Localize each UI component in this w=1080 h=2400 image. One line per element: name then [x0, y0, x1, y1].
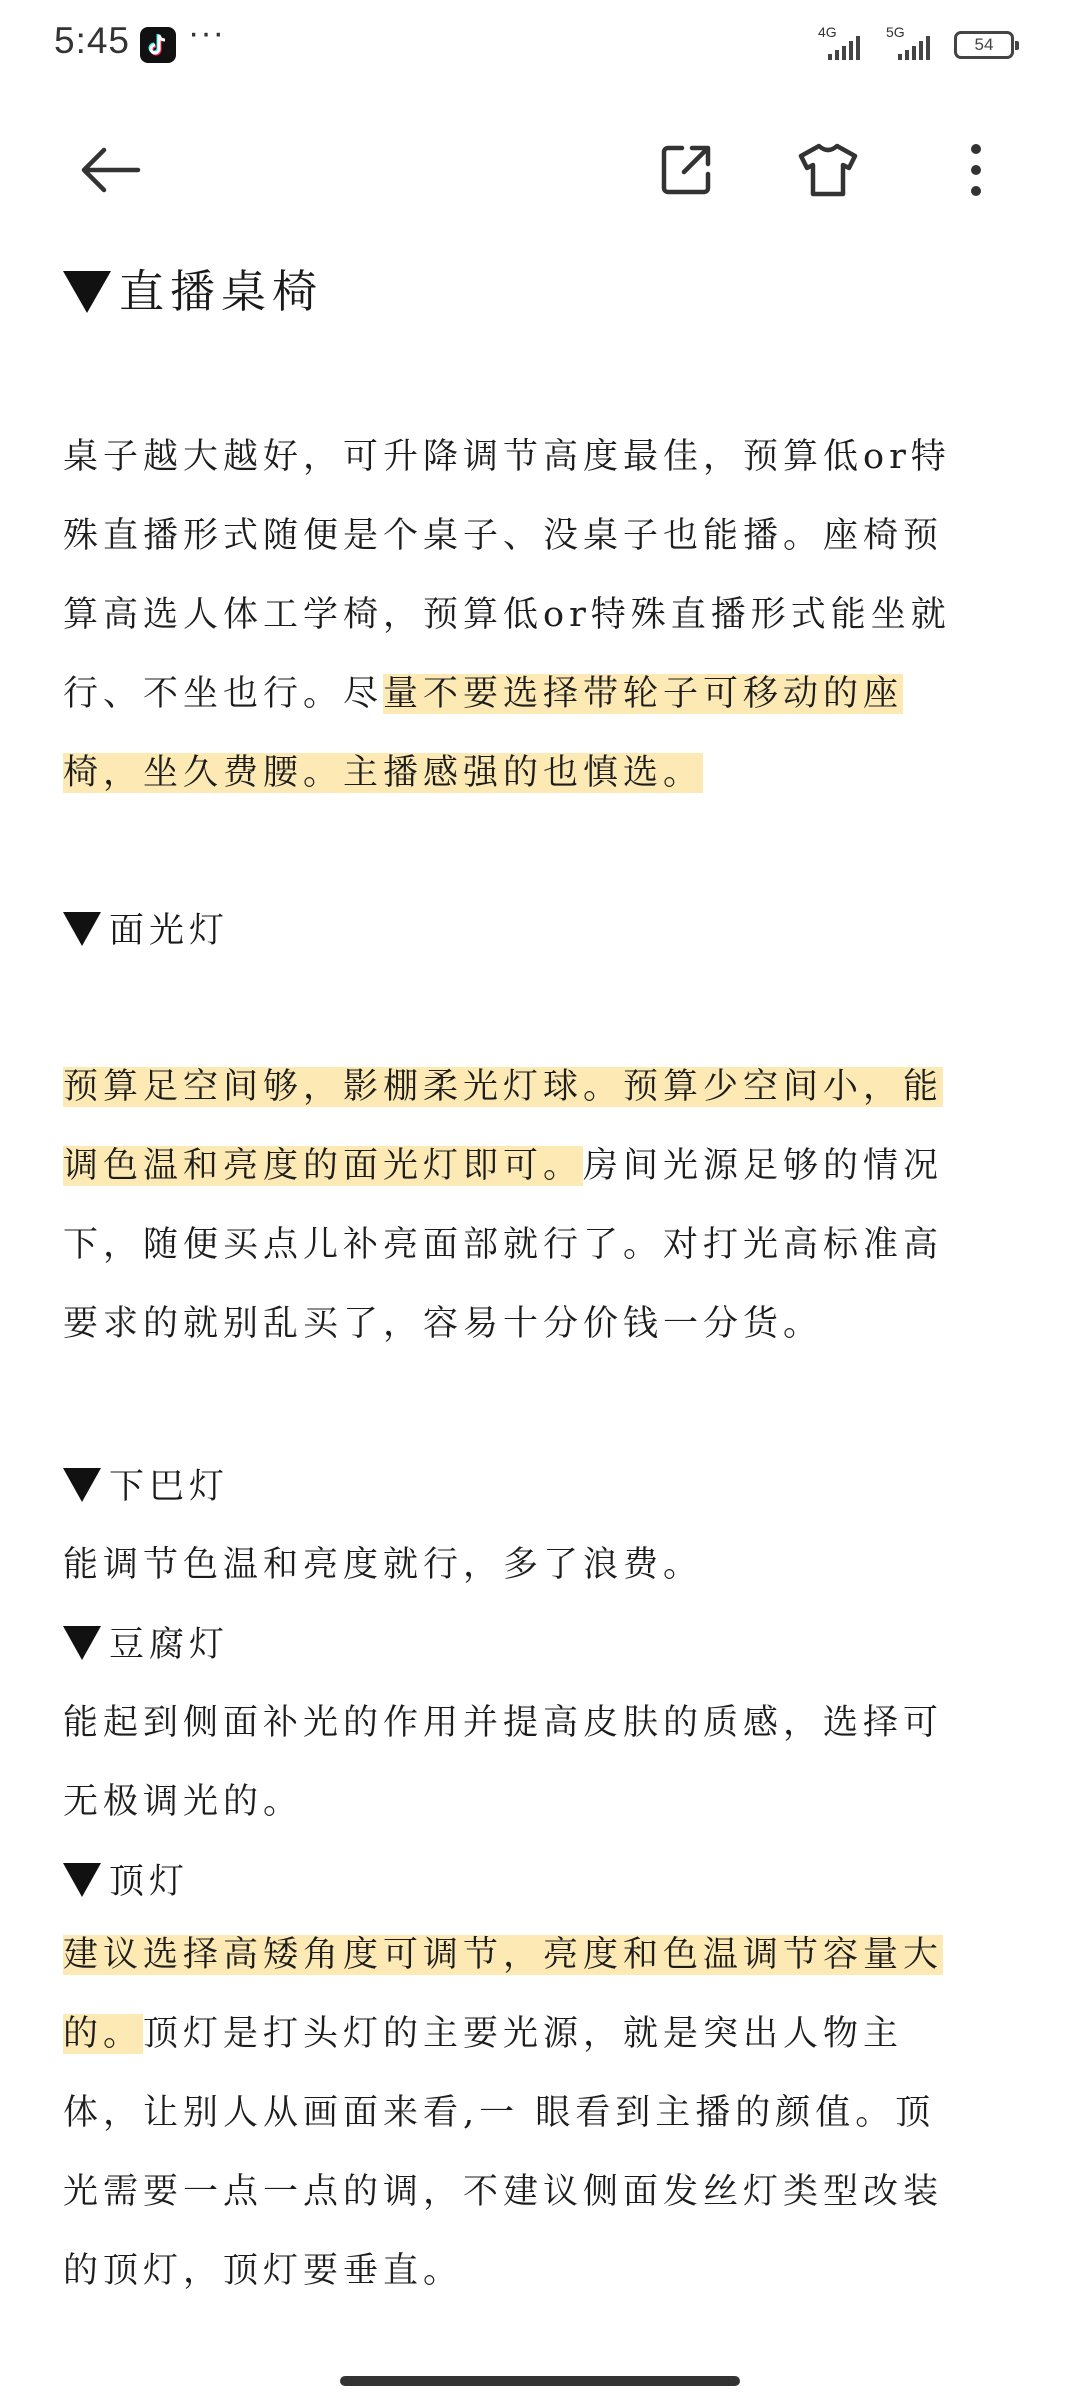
- triangle-bullet-icon: [63, 1626, 101, 1660]
- text-segment: 行、不坐也行。尽: [63, 674, 384, 714]
- more-notifications-icon: ···: [188, 14, 225, 52]
- tshirt-icon: [797, 142, 859, 198]
- text-line: [63, 1048, 1023, 1127]
- paragraph-desk-chair: [63, 418, 1023, 813]
- highlighted-text: 的。: [63, 2014, 144, 2054]
- share-button[interactable]: [636, 120, 736, 220]
- heading-chin-light: [63, 1459, 229, 1509]
- tiktok-notification-icon: [140, 27, 176, 63]
- paragraph-face-light: [63, 1048, 1023, 1364]
- battery-icon: [954, 31, 1014, 59]
- text-line: 桌子越大越好，可升降调节高度最佳，预算低or特: [63, 437, 951, 477]
- toolbar: [0, 120, 1080, 220]
- triangle-bullet-icon: [63, 912, 101, 946]
- text-line: [63, 1916, 1023, 1995]
- signal-5g-icon: [886, 26, 940, 62]
- highlighted-text: 建议选择高矮角度可调节，亮度和色温调节容量大: [63, 1935, 944, 1975]
- paragraph-top-light: [63, 1916, 1023, 2311]
- network-type-label: 4G: [818, 24, 837, 40]
- highlighted-text: 量不要选择带轮子可移动的座: [383, 674, 904, 714]
- back-arrow-icon: [78, 146, 142, 194]
- battery-level: 54: [974, 35, 994, 54]
- heading-text: 豆腐灯: [109, 1625, 230, 1665]
- heading-tofu-light: [63, 1617, 229, 1667]
- highlighted-text: 预算足空间够，影棚柔光灯球。预算少空间小，能: [63, 1067, 944, 1107]
- heading-text: 下巴灯: [109, 1467, 230, 1507]
- highlighted-text: 调色温和亮度的面光灯即可。: [63, 1146, 584, 1186]
- highlighted-text: 椅，坐久费腰。主播感强的也慎选。: [63, 753, 704, 793]
- heading-face-light: [63, 903, 229, 953]
- heading-top-light: [63, 1854, 189, 1904]
- text-segment: 房间光源足够的情况: [583, 1146, 944, 1186]
- text-segment: 顶灯是打头灯的主要光源，就是突出人物主: [143, 2014, 904, 2054]
- text-line: [63, 1995, 1023, 2074]
- text-line: 体，让别人从画面来看,一 眼看到主播的颜值。顶: [63, 2093, 936, 2133]
- share-icon: [658, 142, 714, 198]
- text-line: 算高选人体工学椅，预算低or特殊直播形式能坐就: [63, 595, 951, 635]
- paragraph-chin-light: [63, 1526, 1023, 1605]
- more-options-button[interactable]: [926, 120, 1026, 220]
- text-line: 能调节色温和亮度就行，多了浪费。: [63, 1545, 704, 1585]
- text-line: 无极调光的。: [63, 1782, 304, 1822]
- text-line: 光需要一点一点的调，不建议侧面发丝灯类型改装: [63, 2172, 944, 2212]
- text-line: 下，随便买点儿补亮面部就行了。对打光高标准高: [63, 1225, 944, 1265]
- section-title: [63, 255, 323, 320]
- triangle-bullet-icon: [63, 271, 111, 313]
- heading-text: 顶灯: [109, 1862, 190, 1902]
- text-line: [63, 734, 1023, 813]
- text-line: 的顶灯，顶灯要垂直。: [63, 2251, 464, 2291]
- text-line: [63, 655, 1023, 734]
- text-line: 能起到侧面补光的作用并提高皮肤的质感，选择可: [63, 1703, 944, 1743]
- heading-text: 面光灯: [109, 911, 230, 951]
- more-vertical-icon: [968, 142, 984, 198]
- home-indicator[interactable]: [340, 2376, 740, 2386]
- back-button[interactable]: [60, 120, 160, 220]
- network-type-label: 5G: [886, 24, 905, 40]
- section-title-text: 直播桌椅: [119, 265, 324, 318]
- theme-button[interactable]: [778, 120, 878, 220]
- status-time: 5:45: [54, 20, 131, 61]
- triangle-bullet-icon: [63, 1468, 101, 1502]
- status-bar: [0, 0, 1080, 90]
- text-line: 殊直播形式随便是个桌子、没桌子也能播。座椅预: [63, 516, 944, 556]
- text-line: [63, 1127, 1023, 1206]
- text-line: 要求的就别乱买了，容易十分价钱一分货。: [63, 1304, 824, 1344]
- paragraph-tofu-light: [63, 1684, 1023, 1842]
- signal-4g-icon: [818, 26, 872, 62]
- triangle-bullet-icon: [63, 1863, 101, 1897]
